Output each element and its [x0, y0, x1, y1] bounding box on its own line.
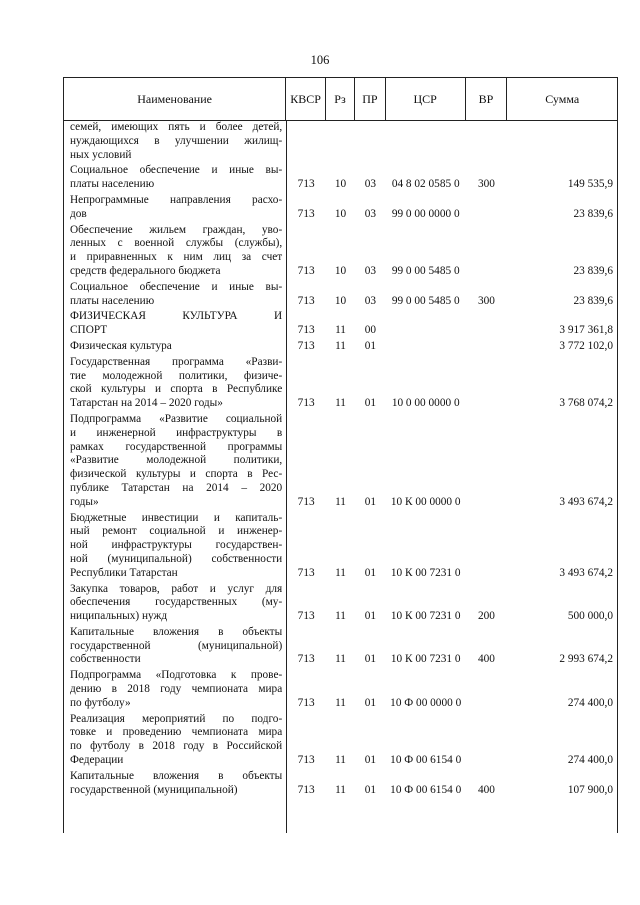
table-row	[64, 310, 617, 338]
row-name-line: ФИЗИЧЕСКАЯ КУЛЬТУРА И	[70, 310, 283, 323]
row-name-line: Обеспечение жильем граждан, уво-	[70, 223, 283, 236]
row-name-line: СПОРТ	[70, 324, 108, 337]
row-name-line: Капитальные вложения в объекты	[70, 769, 283, 782]
table-row	[64, 770, 617, 798]
header-pr: ПР	[355, 78, 386, 120]
row-sum: 149 535,9	[567, 178, 614, 191]
row-name-line: и инженерной инфраструктуры в	[70, 426, 283, 439]
row-name-line: нуждающихся в улучшении жилищ-	[70, 134, 283, 147]
row-name	[64, 713, 286, 768]
table-header	[63, 77, 618, 121]
table-row	[64, 583, 617, 624]
row-name-line: платы населению	[70, 294, 155, 307]
header-sum: Сумма	[545, 91, 580, 106]
row-name-line: Реализация мероприятий по подго-	[70, 712, 283, 725]
row-name-line: рамках государственной программы	[70, 440, 283, 453]
row-rz: 11	[335, 653, 346, 666]
row-csr: 10 К 00 0000 0	[390, 495, 461, 508]
header-kvsr: КВСР	[286, 78, 326, 120]
row-name-line: ный ремонт социальной и инженер-	[70, 525, 283, 538]
row-kvsr: 713	[297, 294, 315, 307]
row-csr: 10 Ф 00 0000 0	[390, 696, 462, 709]
row-csr: 10 Ф 00 6154 0	[390, 783, 462, 796]
row-csr: 04 8 02 0585 0	[391, 178, 460, 191]
row-vr: 200	[478, 610, 495, 623]
header-name: Наименование	[64, 78, 286, 120]
row-pr: 00	[364, 324, 377, 337]
row-kvsr: 713	[297, 754, 315, 767]
row-pr: 03	[364, 178, 377, 191]
row-name-line: по футболу»	[70, 696, 131, 709]
row-name-line: Капитальные вложения в объекты	[70, 625, 283, 638]
row-name-line: Государственная программа «Разви-	[70, 355, 283, 368]
row-kvsr: 713	[297, 324, 315, 337]
header-rz: Рз	[326, 78, 355, 120]
row-sum: 274 400,0	[567, 754, 614, 767]
row-kvsr: 713	[297, 178, 315, 191]
row-rz: 11	[335, 610, 346, 623]
row-pr: 01	[364, 566, 377, 579]
row-csr: 99 0 00 5485 0	[391, 264, 460, 277]
row-pr: 01	[364, 397, 377, 410]
table-row	[64, 121, 617, 162]
row-name-line: Социальное обеспечение и иные вы-	[70, 280, 283, 293]
row-name	[64, 356, 286, 411]
row-kvsr: 713	[297, 495, 315, 508]
row-sum: 107 900,0	[567, 783, 614, 796]
row-pr: 01	[364, 783, 377, 796]
row-name	[64, 224, 286, 279]
row-name-line: Республики Татарстан	[70, 566, 178, 579]
row-csr: 10 Ф 00 6154 0	[390, 754, 462, 767]
row-csr: 10 К 00 7231 0	[390, 566, 461, 579]
row-vr: 300	[478, 178, 495, 191]
row-sum: 2 993 674,2	[559, 653, 614, 666]
row-sum: 23 839,6	[573, 207, 614, 220]
row-rz: 11	[335, 754, 346, 767]
row-sum: 23 839,6	[573, 264, 614, 277]
row-name-line: ной (муниципальной) собственности	[70, 552, 283, 565]
row-name-line: ных условий	[70, 148, 132, 161]
row-name-line: по футболу в 2018 году в Российской	[70, 740, 283, 753]
row-name-line: обеспечения государственных (му-	[70, 596, 283, 609]
table-row	[64, 713, 617, 768]
row-name-line: Физическая культура	[70, 339, 172, 352]
row-name-line: Татарстан на 2014 – 2020 годы»	[70, 397, 223, 410]
table-body	[63, 121, 618, 833]
row-rz: 10	[334, 207, 347, 220]
table-row	[64, 224, 617, 279]
row-name-line: ленных с военной службы (службы),	[70, 237, 283, 250]
row-name-line: Непрограммные направления расхо-	[70, 193, 283, 206]
row-name-line: дов	[70, 207, 87, 220]
row-sum: 3 493 674,2	[559, 495, 614, 508]
table-row	[64, 512, 617, 581]
header-csr: ЦСР	[386, 78, 466, 120]
row-pr: 01	[364, 495, 377, 508]
row-name-line: средств федерального бюджета	[70, 264, 221, 277]
row-pr: 01	[364, 610, 377, 623]
table-row	[64, 340, 617, 354]
row-rz: 11	[335, 324, 346, 337]
row-vr: 300	[478, 294, 495, 307]
table-row	[64, 669, 617, 710]
row-csr: 10 К 00 7231 0	[390, 653, 461, 666]
row-pr: 03	[364, 264, 377, 277]
row-name-line: дению в 2018 году чемпионата мира	[70, 683, 283, 696]
row-sum: 3 768 074,2	[559, 397, 614, 410]
row-name	[64, 281, 286, 309]
row-name	[64, 340, 286, 354]
table-row	[64, 626, 617, 667]
row-name-line: публике Татарстан на 2014 – 2020	[70, 481, 283, 494]
row-sum: 500 000,0	[567, 610, 614, 623]
row-kvsr: 713	[297, 653, 315, 666]
row-name	[64, 626, 286, 667]
row-sum: 23 839,6	[573, 294, 614, 307]
row-name-line: товке и проведению чемпионата мира	[70, 726, 283, 739]
budget-table	[63, 77, 618, 833]
row-name	[64, 770, 286, 798]
row-csr: 10 К 00 7231 0	[390, 610, 461, 623]
row-rz: 11	[335, 696, 346, 709]
page-number: 106	[310, 53, 330, 67]
row-sum: 3 493 674,2	[559, 566, 614, 579]
row-rz: 11	[335, 397, 346, 410]
header-vr: ВР	[466, 78, 508, 120]
row-pr: 03	[364, 207, 377, 220]
row-name-line: государственной (муниципальной)	[70, 639, 283, 652]
row-name	[64, 194, 286, 222]
row-name-line: Подпрограмма «Подготовка к прове-	[70, 669, 283, 682]
row-name-line: платы населению	[70, 178, 155, 191]
row-name-line: собственности	[70, 653, 141, 666]
row-name-line: «Развитие молодежной политики,	[70, 454, 283, 467]
table-row	[64, 413, 617, 510]
row-pr: 03	[364, 294, 377, 307]
row-pr: 01	[364, 754, 377, 767]
row-name	[64, 310, 286, 338]
row-vr: 400	[478, 653, 495, 666]
row-rz: 11	[335, 783, 346, 796]
row-name-line: Федерации	[70, 754, 124, 767]
row-rz: 11	[335, 495, 346, 508]
row-sum: 3 917 361,8	[559, 324, 614, 337]
row-rz: 10	[334, 294, 347, 307]
table-row	[64, 356, 617, 411]
row-name-line: ной инфраструктуры государствен-	[70, 539, 283, 552]
row-name-line: Подпрограмма «Развитие социальной	[70, 412, 283, 425]
row-name-line: ниципальных) нужд	[70, 610, 168, 623]
row-kvsr: 713	[297, 610, 315, 623]
row-name-line: физической культуры и спорта в Рес-	[70, 468, 283, 481]
row-csr: 99 0 00 5485 0	[391, 294, 460, 307]
row-name-line: Закупка товаров, работ и услуг для	[70, 582, 283, 595]
table-row	[64, 281, 617, 309]
row-name-line: Бюджетные инвестиции и капиталь-	[70, 511, 283, 524]
row-pr: 01	[364, 339, 377, 352]
row-kvsr: 713	[297, 397, 315, 410]
row-rz: 10	[334, 178, 347, 191]
row-rz: 10	[334, 264, 347, 277]
row-rz: 11	[335, 339, 346, 352]
row-name-line: тие молодежной политики, физиче-	[70, 369, 283, 382]
row-csr: 99 0 00 0000 0	[391, 207, 460, 220]
row-name-line: и приравненных к ним лиц за счет	[70, 251, 283, 264]
row-name	[64, 669, 286, 710]
row-name-line: семей, имеющих пять и более детей,	[70, 121, 283, 133]
row-name	[64, 512, 286, 581]
row-pr: 01	[364, 696, 377, 709]
table-row	[64, 194, 617, 222]
row-kvsr: 713	[297, 207, 315, 220]
row-kvsr: 713	[297, 783, 315, 796]
row-name-line: годы»	[70, 495, 99, 508]
row-kvsr: 713	[297, 566, 315, 579]
row-kvsr: 713	[297, 696, 315, 709]
row-sum: 274 400,0	[567, 696, 614, 709]
row-kvsr: 713	[297, 264, 315, 277]
row-name-line: ской культуры и спорта в Республике	[70, 383, 283, 396]
row-name-line: государственной (муниципальной)	[70, 783, 238, 796]
row-name	[64, 121, 286, 162]
row-csr: 10 0 00 0000 0	[391, 397, 460, 410]
row-name	[64, 413, 286, 510]
table-row	[64, 164, 617, 192]
row-rz: 11	[335, 566, 346, 579]
row-vr: 400	[478, 783, 495, 796]
row-name	[64, 583, 286, 624]
row-name	[64, 164, 286, 192]
row-sum: 3 772 102,0	[559, 339, 614, 352]
row-kvsr: 713	[297, 339, 315, 352]
column-divider	[286, 121, 287, 833]
row-name-line: Социальное обеспечение и иные вы-	[70, 164, 283, 177]
row-pr: 01	[364, 653, 377, 666]
